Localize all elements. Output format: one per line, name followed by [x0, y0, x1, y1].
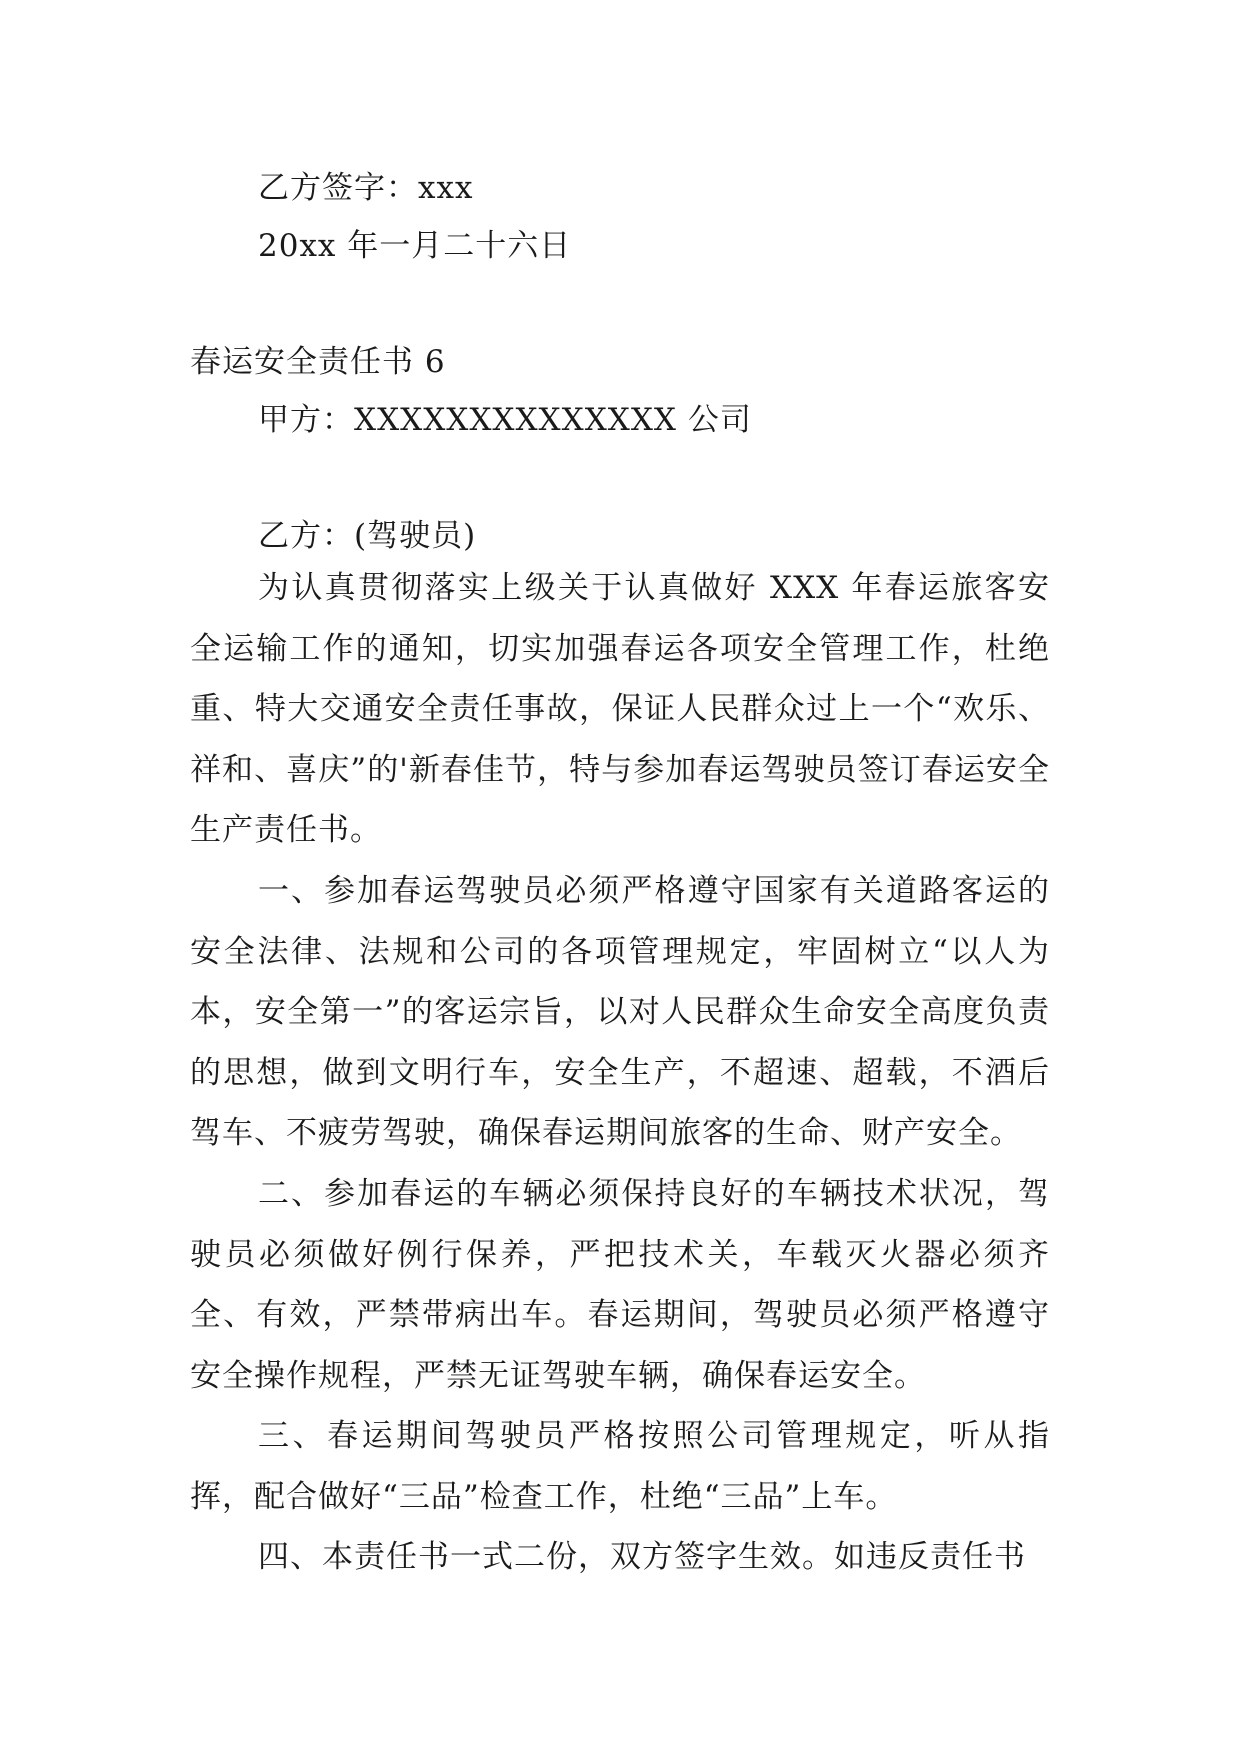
paragraph-clause-2: 二、参加春运的车辆必须保持良好的车辆技术状况，驾驶员必须做好例行保养，严把技术关，车载灭火器必须齐全、有效，严禁带病出车。春运期间，驾驶员必须严格遵守安全操作规程，严禁无证驾驶车辆，确保春运安全。 — [190, 1176, 1050, 1394]
paragraph-clause-1: 一、参加春运驾驶员必须严格遵守国家有关道路客运的安全法律、法规和公司的各项管理规定，牢固树立“以人为本，安全第一”的客运宗旨，以对人民群众生命安全高度负责的思想，做到文明行车，安全生产，不超速、超载，不酒后驾车、不疲劳驾驶，确保春运期间旅客的生命、财产安全。 — [190, 873, 1050, 1152]
paragraph-clause-4: 四、本责任书一式二份，双方签字生效。如违反责任书 — [258, 1539, 1026, 1575]
signature-date: 20xx 年一月二十六日 — [258, 228, 572, 264]
party-b-signature: 乙方签字：xxx — [258, 170, 474, 206]
document-title: 春运安全责任书 6 — [190, 344, 446, 380]
party-a: 甲方：XXXXXXXXXXXXXX 公司 — [258, 402, 752, 438]
paragraph-clause-3: 三、春运期间驾驶员严格按照公司管理规定，听从指挥，配合做好“三品”检查工作，杜绝“三品”上车。 — [190, 1418, 1050, 1515]
paragraph-intro: 为认真贯彻落实上级关于认真做好 XXX 年春运旅客安全运输工作的通知，切实加强春运各项安全管理工作，杜绝重、特大交通安全责任事故，保证人民群众过上一个“欢乐、祥和、喜庆”的'新春佳节，特与参加春运驾驶员签订春运安全生产责任书。 — [190, 570, 1050, 849]
party-b: 乙方：(驾驶员) — [258, 518, 477, 554]
